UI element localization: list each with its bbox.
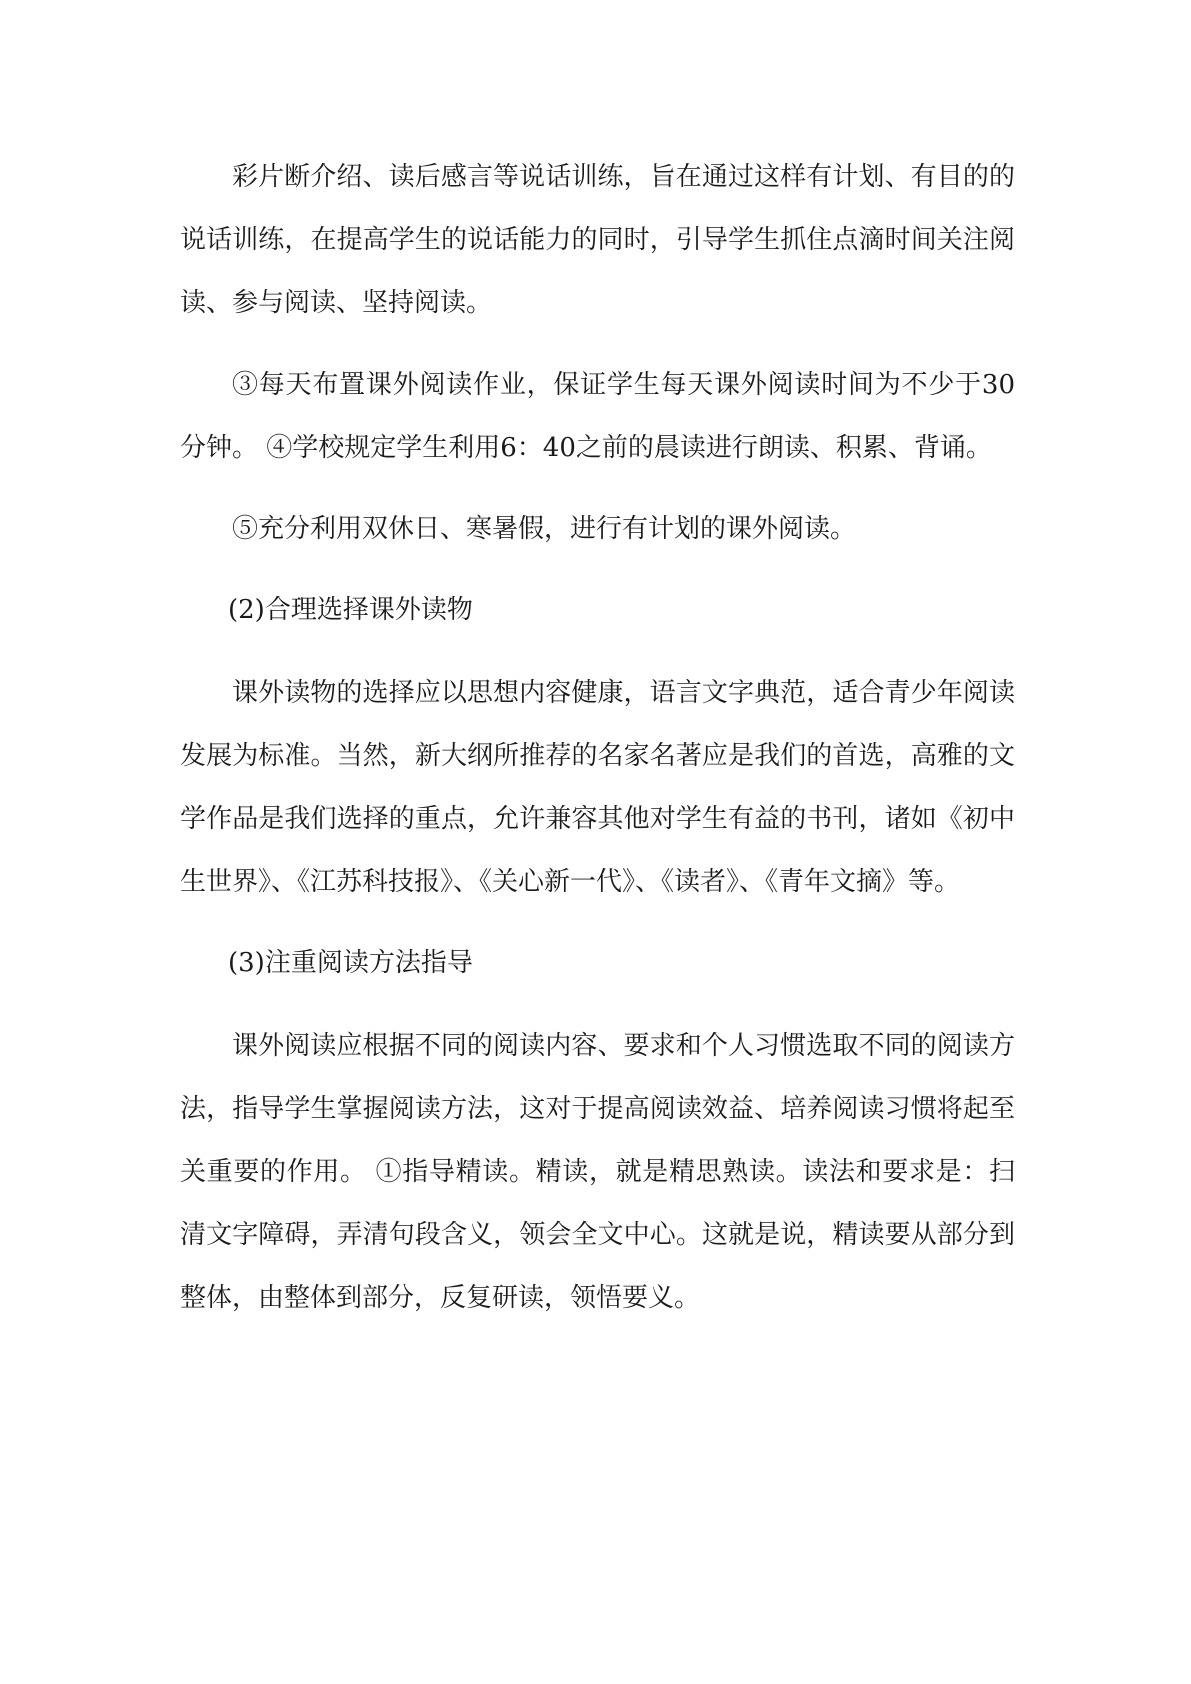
paragraph-intensive-reading: 课外阅读应根据不同的阅读内容、要求和个人习惯选取不同的阅读方法，指导学生掌握阅读方法，这对于提高阅读效益、培养阅读习惯将起至关重要的作用。 ①指导精读。精读，就是精思熟读。读法和要求是：扫清文字障碍，弄清句段含义，领会全文中心。这就是说，精读要从部分到整体，由整体到部分，反复研读，领悟要义。 (180, 1031, 1015, 1313)
paragraph-reading-selection: 课外读物的选择应以思想内容健康，语言文字典范，适合青少年阅读发展为标准。当然，新大纲所推荐的名家名著应是我们的首选，高雅的文学作品是我们选择的重点，允许兼容其他对学生有益的书刊，诸如《初中生世界》、《江苏科技报》、《关心新一代》、《读者》、《青年文摘》等。 (180, 678, 1015, 897)
section-heading-choose-reading: (2)合理选择课外读物 (228, 595, 473, 625)
document-body (180, 146, 1015, 1330)
paragraph-speaking-training: 彩片断介绍、读后感言等说话训练，旨在通过这样有计划、有目的的说话训练，在提高学生的说话能力的同时，引导学生抓住点滴时间关注阅读、参与阅读、坚持阅读。 (180, 162, 1015, 318)
paragraph-daily-reading-homework: ③每天布置课外阅读作业，保证学生每天课外阅读时间为不少于30分钟。 ④学校规定学生利用6：40之前的晨读进行朗读、积累、背诵。 (180, 370, 1015, 463)
paragraph-weekend-reading: ⑤充分利用双休日、寒暑假，进行有计划的课外阅读。 (232, 514, 857, 544)
section-heading-reading-methods: (3)注重阅读方法指导 (228, 948, 473, 978)
